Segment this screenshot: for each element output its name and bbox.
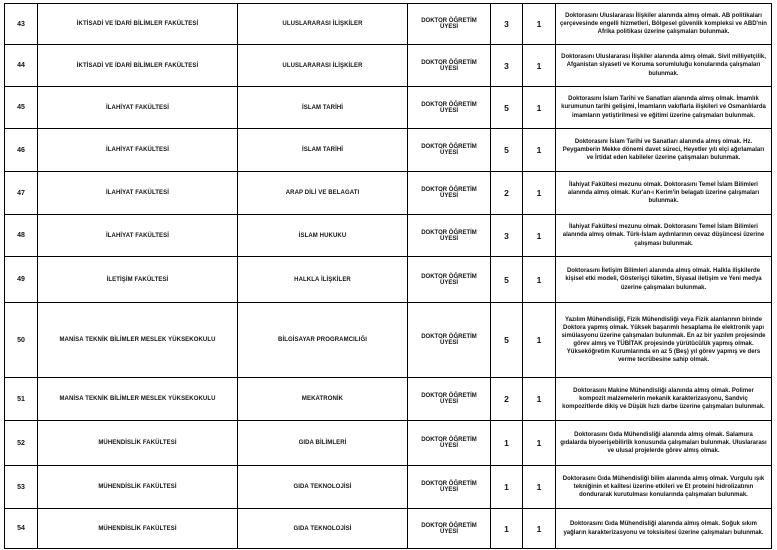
department-cell: GIDA TEKNOLOJİSİ (238, 466, 408, 509)
grade-cell: 2 (491, 172, 523, 215)
department-cell: MEKATRONİK (238, 378, 408, 421)
table-row (5, 4, 772, 45)
quota-cell: 1 (523, 421, 556, 466)
quota-cell: 1 (523, 172, 556, 215)
requirements-cell: Yazılım Mühendisliği, Fizik Mühendisliği veya Fizik alanlarının birinde Doktora yapmış olmak. Yüksek başarımlı hesaplama ile elektronik yapı simülasyonu üzerine çalışmaları bulunmak. En az bir yazılım projesinde görev almış ve TÜBİTAK projesinde yürütücülük yapmış olmak. Yükseköğretim Kurumlarında en az 5 (Beş) yıl görev yapmış ve ders verme tecrübesine sahip olmak. (556, 303, 772, 378)
quota-cell: 1 (523, 45, 556, 87)
requirements-cell: İlahiyat Fakültesi mezunu olmak. Doktorasını Temel İslam Bilimleri alanında almış olmak. Kur'an-ı Kerim'in belagatı üzerine çalışmaları bulunmak. (556, 172, 772, 215)
table-row (5, 378, 772, 421)
row-number-cell: 50 (5, 303, 38, 378)
title-cell: DOKTOR ÖĞRETİM ÜYESİ (408, 45, 491, 87)
grade-cell: 3 (491, 4, 523, 45)
row-number-cell: 49 (5, 257, 38, 303)
table-row (5, 466, 772, 509)
department-cell: GIDA TEKNOLOJİSİ (238, 509, 408, 549)
department-cell: ULUSLARARASI İLİŞKİLER (238, 4, 408, 45)
row-number-cell: 51 (5, 378, 38, 421)
row-number-cell: 47 (5, 172, 38, 215)
department-cell: BİLGİSAYAR PROGRAMCILIĞI (238, 303, 408, 378)
faculty-cell: MANİSA TEKNİK BİLİMLER MESLEK YÜKSEKOKULU (38, 378, 238, 421)
title-cell: DOKTOR ÖĞRETİM ÜYESİ (408, 466, 491, 509)
department-cell: İSLAM HUKUKU (238, 215, 408, 257)
row-number-cell: 52 (5, 421, 38, 466)
department-cell: ULUSLARARASI İLİŞKİLER (238, 45, 408, 87)
requirements-cell: Doktorasını Uluslararası İlişkiler alanında almış olmak. Sivil milliyetçilik, Afganistan siyaseti ve Koruma sorumluluğu konularında çalışmaları bulunmak. (556, 45, 772, 87)
faculty-cell: MÜHENDİSLİK FAKÜLTESİ (38, 466, 238, 509)
quota-cell: 1 (523, 303, 556, 378)
faculty-cell: İKTİSADİ VE İDARİ BİLİMLER FAKÜLTESİ (38, 4, 238, 45)
grade-cell: 1 (491, 466, 523, 509)
requirements-cell: Doktorasını Gıda Mühendisliği alanında almış olmak. Soğuk sıkım yağların karakterizasyonu ve toksisitesi üzerine çalışmaları bulunmak. (556, 509, 772, 549)
table-row (5, 215, 772, 257)
row-number-cell: 53 (5, 466, 38, 509)
table-row (5, 87, 772, 129)
table-row (5, 257, 772, 303)
table-row (5, 172, 772, 215)
requirements-cell: Doktorasını İslam Tarihi ve Sanatları alanında almış olmak. Hz. Peygamberin Mekke dönemi davet süreci, Heyetler yılı elçi ağırlamaları ve İrtidat eden kabileler üzerine çalışmaları bulunmak. (556, 129, 772, 172)
faculty-cell: İLAHİYAT FAKÜLTESİ (38, 129, 238, 172)
department-cell: GIDA BİLİMLERİ (238, 421, 408, 466)
requirements-cell: Doktorasını İletişim Bilimleri alanında almış olmak. Halkla ilişkilerde kişisel etki modeli, Gösterişçi tüketim, Siyasal iletişim ve Yeni medya üzerine çalışmaları bulunmak. (556, 257, 772, 303)
title-cell: DOKTOR ÖĞRETİM ÜYESİ (408, 87, 491, 129)
faculty-cell: İLETİŞİM FAKÜLTESİ (38, 257, 238, 303)
grade-cell: 3 (491, 45, 523, 87)
requirements-cell: Doktorasını İslam Tarihi ve Sanatları alanında almış olmak. İmamlık kurumunun tarihi gelişimi, İmamların vakıflarla ilişkileri ve Osmanlılarda imamların yetiştirilmesi ve eğitimi üzerine çalışmaları bulunmak. (556, 87, 772, 129)
faculty-cell: İKTİSADİ VE İDARİ BİLİMLER FAKÜLTESİ (38, 45, 238, 87)
faculty-cell: MÜHENDİSLİK FAKÜLTESİ (38, 509, 238, 549)
requirements-cell: Doktorasını Makine Mühendisliği alanında almış olmak. Polimer kompozit malzemelerin mekanik karakterizasyonu, Sandviç kompozitlerde dikiş ve Düşük hızlı darbe üzerine çalışmaları bulunmak. (556, 378, 772, 421)
faculty-cell: İLAHİYAT FAKÜLTESİ (38, 172, 238, 215)
department-cell: İSLAM TARİHİ (238, 129, 408, 172)
title-cell: DOKTOR ÖĞRETİM ÜYESİ (408, 215, 491, 257)
grade-cell: 5 (491, 303, 523, 378)
row-number-cell: 48 (5, 215, 38, 257)
quota-cell: 1 (523, 466, 556, 509)
requirements-cell: İlahiyat Fakültesi mezunu olmak. Doktorasını Temel İslam Bilimleri alanında almış olmak. Türk-İslam aydınlarının cevaz düşüncesi üzerine çalışması bulunmak. (556, 215, 772, 257)
quota-cell: 1 (523, 509, 556, 549)
title-cell: DOKTOR ÖĞRETİM ÜYESİ (408, 509, 491, 549)
grade-cell: 3 (491, 215, 523, 257)
grade-cell: 1 (491, 509, 523, 549)
quota-cell: 1 (523, 87, 556, 129)
row-number-cell: 54 (5, 509, 38, 549)
table-row (5, 303, 772, 378)
faculty-cell: İLAHİYAT FAKÜLTESİ (38, 87, 238, 129)
department-cell: HALKLA İLİŞKİLER (238, 257, 408, 303)
academic-positions-table (4, 3, 772, 549)
table-row (5, 509, 772, 549)
row-number-cell: 45 (5, 87, 38, 129)
faculty-cell: İLAHİYAT FAKÜLTESİ (38, 215, 238, 257)
quota-cell: 1 (523, 215, 556, 257)
table-row (5, 129, 772, 172)
row-number-cell: 46 (5, 129, 38, 172)
title-cell: DOKTOR ÖĞRETİM ÜYESİ (408, 303, 491, 378)
grade-cell: 2 (491, 378, 523, 421)
faculty-cell: MÜHENDİSLİK FAKÜLTESİ (38, 421, 238, 466)
requirements-cell: Doktorasını Uluslararası İlişkiler alanında almış olmak. AB politikaları çerçevesinde engelli hizmetleri, Bölgesel güvenlik kompleksi ve ABD'nin Afrika politikası üzerine çalışmaları bulunmak. (556, 4, 772, 45)
quota-cell: 1 (523, 257, 556, 303)
quota-cell: 1 (523, 129, 556, 172)
title-cell: DOKTOR ÖĞRETİM ÜYESİ (408, 129, 491, 172)
row-number-cell: 43 (5, 4, 38, 45)
table-row (5, 45, 772, 87)
requirements-cell: Doktorasını Gıda Mühendisliği alanında almış olmak. Salamura gıdalarda biyoerişebilirlik konusunda çalışmaları bulunmak. Uluslararası ve ulusal projelerde görev almış olmak. (556, 421, 772, 466)
row-number-cell: 44 (5, 45, 38, 87)
quota-cell: 1 (523, 4, 556, 45)
grade-cell: 5 (491, 257, 523, 303)
grade-cell: 5 (491, 129, 523, 172)
grade-cell: 1 (491, 421, 523, 466)
faculty-cell: MANİSA TEKNİK BİLİMLER MESLEK YÜKSEKOKULU (38, 303, 238, 378)
department-cell: ARAP DİLİ VE BELAGATI (238, 172, 408, 215)
department-cell: İSLAM TARİHİ (238, 87, 408, 129)
title-cell: DOKTOR ÖĞRETİM ÜYESİ (408, 172, 491, 215)
table-row (5, 421, 772, 466)
title-cell: DOKTOR ÖĞRETİM ÜYESİ (408, 378, 491, 421)
title-cell: DOKTOR ÖĞRETİM ÜYESİ (408, 421, 491, 466)
title-cell: DOKTOR ÖĞRETİM ÜYESİ (408, 4, 491, 45)
title-cell: DOKTOR ÖĞRETİM ÜYESİ (408, 257, 491, 303)
requirements-cell: Doktorasını Gıda Mühendisliği bilim alanında almış olmak. Vurgulu ışık tekniğinin et kalitesi üzerine etkileri ve Et proteini hidrolizatının dondurarak kurutulması konularında çalışmaları bulunmak. (556, 466, 772, 509)
quota-cell: 1 (523, 378, 556, 421)
grade-cell: 5 (491, 87, 523, 129)
